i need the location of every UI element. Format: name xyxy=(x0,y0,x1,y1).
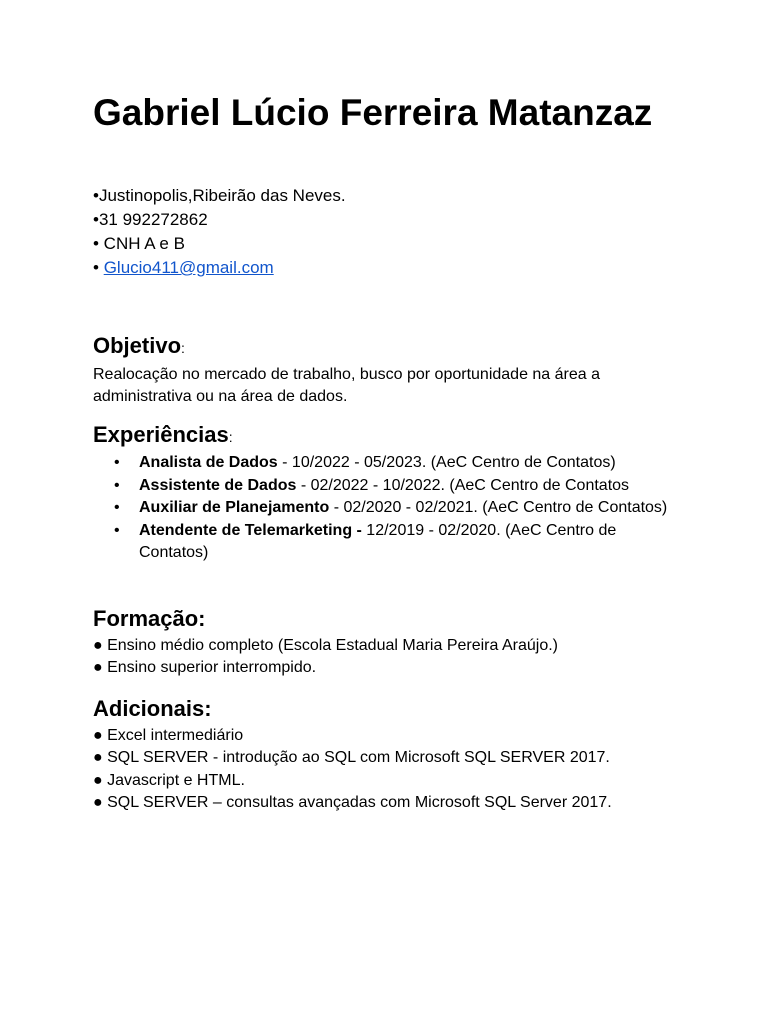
experiencias-heading xyxy=(93,422,693,450)
contact-email-link[interactable]: Glucio411@gmail.com xyxy=(103,258,274,277)
experience-role: Assistente de Dados xyxy=(139,476,297,494)
bullet-icon: • xyxy=(114,476,120,494)
bullet-icon: • xyxy=(114,499,120,516)
objetivo-section xyxy=(93,333,693,408)
experience-item xyxy=(93,452,679,475)
objetivo-heading-colon: : xyxy=(181,340,185,356)
objetivo-heading-text: Objetivo xyxy=(93,333,182,358)
contact-email-row xyxy=(93,256,693,280)
experience-details: - 02/2022 - 10/2022. (AeC Centro de Contatos xyxy=(296,476,630,494)
experience-role: Atendente de Telemarketing - xyxy=(139,521,362,539)
experiencias-heading-text: Experiências xyxy=(93,422,229,447)
formacao-section xyxy=(93,606,693,680)
formacao-list xyxy=(93,635,693,680)
adicionais-item: ● SQL SERVER – consultas avançadas com Microsoft SQL Server 2017. xyxy=(93,794,612,811)
experience-role: Auxiliar de Planejamento xyxy=(139,499,330,516)
experience-item xyxy=(93,520,679,565)
experience-list xyxy=(93,452,693,565)
experience-details: - 10/2022 - 05/2023. (AeC Centro de Contatos) xyxy=(277,454,616,471)
objetivo-heading xyxy=(93,333,693,361)
adicionais-heading: Adicionais: xyxy=(93,695,212,721)
contact-license: • CNH A e B xyxy=(93,234,185,253)
formacao-item: ● Ensino superior interrompido. xyxy=(93,659,317,676)
experiencias-section xyxy=(93,422,693,565)
experience-item xyxy=(93,497,679,520)
experience-role: Analista de Dados xyxy=(139,454,278,471)
contact-info xyxy=(93,184,693,280)
experience-details: 12/2019 - 02/2020. (AeC Centro de Contatos) xyxy=(139,521,617,561)
resume-content xyxy=(93,92,693,815)
experience-details: - 02/2020 - 02/2021. (AeC Centro de Contatos) xyxy=(329,499,668,516)
objetivo-text: Realocação no mercado de trabalho, busco por oportunidade na área a administrativa ou na área de dados. xyxy=(93,366,601,405)
candidate-name: Gabriel Lúcio Ferreira Matanzaz xyxy=(93,92,653,133)
adicionais-section xyxy=(93,696,693,815)
formacao-item: ● Ensino médio completo (Escola Estadual Maria Pereira Araújo.) xyxy=(93,636,558,654)
contact-email-bullet: • xyxy=(93,258,104,277)
formacao-heading: Formação: xyxy=(93,605,206,631)
adicionais-list xyxy=(93,725,693,815)
contact-location: •Justinopolis,Ribeirão das Neves. xyxy=(93,186,346,205)
adicionais-item: ● SQL SERVER - introdução ao SQL com Microsoft SQL SERVER 2017. xyxy=(93,749,610,766)
experience-item xyxy=(93,475,679,498)
bullet-icon: • xyxy=(114,521,120,539)
bullet-icon: • xyxy=(114,454,120,471)
contact-phone: •31 992272862 xyxy=(93,210,208,229)
adicionais-item: ● Excel intermediário xyxy=(93,726,244,744)
experiencias-heading-colon: : xyxy=(228,429,233,445)
adicionais-item: ● Javascript e HTML. xyxy=(93,771,245,789)
